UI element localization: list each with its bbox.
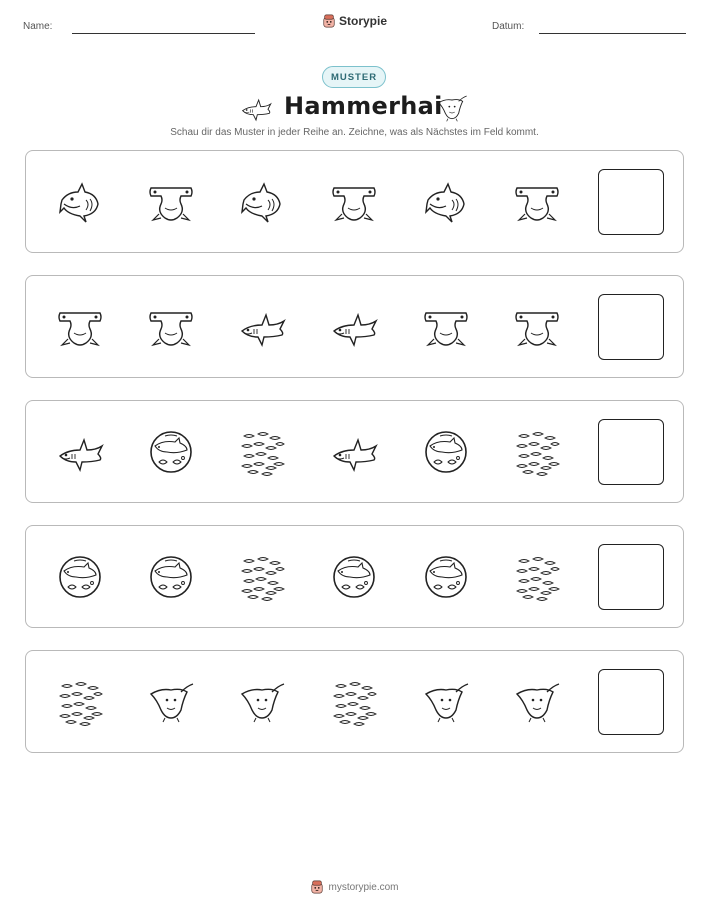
date-line [539, 33, 686, 34]
stingray-icon [147, 678, 195, 726]
fish-school-icon [238, 428, 286, 476]
answer-box[interactable] [598, 544, 664, 610]
answer-box[interactable] [598, 294, 664, 360]
fish-bubble-icon [56, 553, 104, 601]
footer [0, 880, 709, 894]
fish-bubble-icon [147, 553, 195, 601]
shark-front-icon [238, 178, 286, 226]
fish-bubble-icon [147, 428, 195, 476]
fish-school-icon [330, 678, 378, 726]
brand-logo [322, 14, 387, 28]
fish-bubble-icon [330, 553, 378, 601]
mascot-icon [310, 880, 324, 894]
shark-side-icon [238, 303, 286, 351]
name-line [72, 33, 255, 34]
answer-box[interactable] [598, 169, 664, 235]
stingray-icon [436, 92, 468, 124]
hammerhead-icon [330, 178, 378, 226]
answer-box[interactable] [598, 669, 664, 735]
shark-icon [240, 92, 272, 124]
hammerhead-icon [513, 303, 561, 351]
date-label: Datum: [492, 21, 525, 32]
hammerhead-icon [147, 178, 195, 226]
topic-badge: MUSTER [322, 66, 386, 88]
hammerhead-icon [422, 303, 470, 351]
answer-box[interactable] [598, 419, 664, 485]
fish-school-icon [238, 553, 286, 601]
brand-name: Storypie [339, 14, 388, 28]
hammerhead-icon [513, 178, 561, 226]
mascot-icon [322, 14, 336, 28]
stingray-icon [513, 678, 561, 726]
shark-side-icon [56, 428, 104, 476]
fish-school-icon [513, 428, 561, 476]
pattern-row-2 [25, 275, 684, 378]
page-title: Hammerhai [284, 92, 443, 120]
shark-side-icon [330, 428, 378, 476]
hammerhead-icon [56, 303, 104, 351]
shark-side-icon [330, 303, 378, 351]
fish-bubble-icon [422, 553, 470, 601]
name-label: Name: [23, 21, 53, 32]
title-row [0, 88, 709, 128]
stingray-icon [422, 678, 470, 726]
footer-url: mystorypie.com [328, 881, 399, 893]
fish-school-icon [56, 678, 104, 726]
instructions: Schau dir das Muster in jeder Reihe an. Zeichne, was als Nächstes im Feld kommt. [170, 127, 539, 138]
shark-front-icon [56, 178, 104, 226]
fish-bubble-icon [422, 428, 470, 476]
pattern-row-5 [25, 650, 684, 753]
worksheet-header [0, 0, 709, 50]
fish-school-icon [513, 553, 561, 601]
pattern-row-1 [25, 150, 684, 253]
hammerhead-icon [147, 303, 195, 351]
stingray-icon [238, 678, 286, 726]
pattern-row-3 [25, 400, 684, 503]
shark-front-icon [422, 178, 470, 226]
pattern-row-4 [25, 525, 684, 628]
